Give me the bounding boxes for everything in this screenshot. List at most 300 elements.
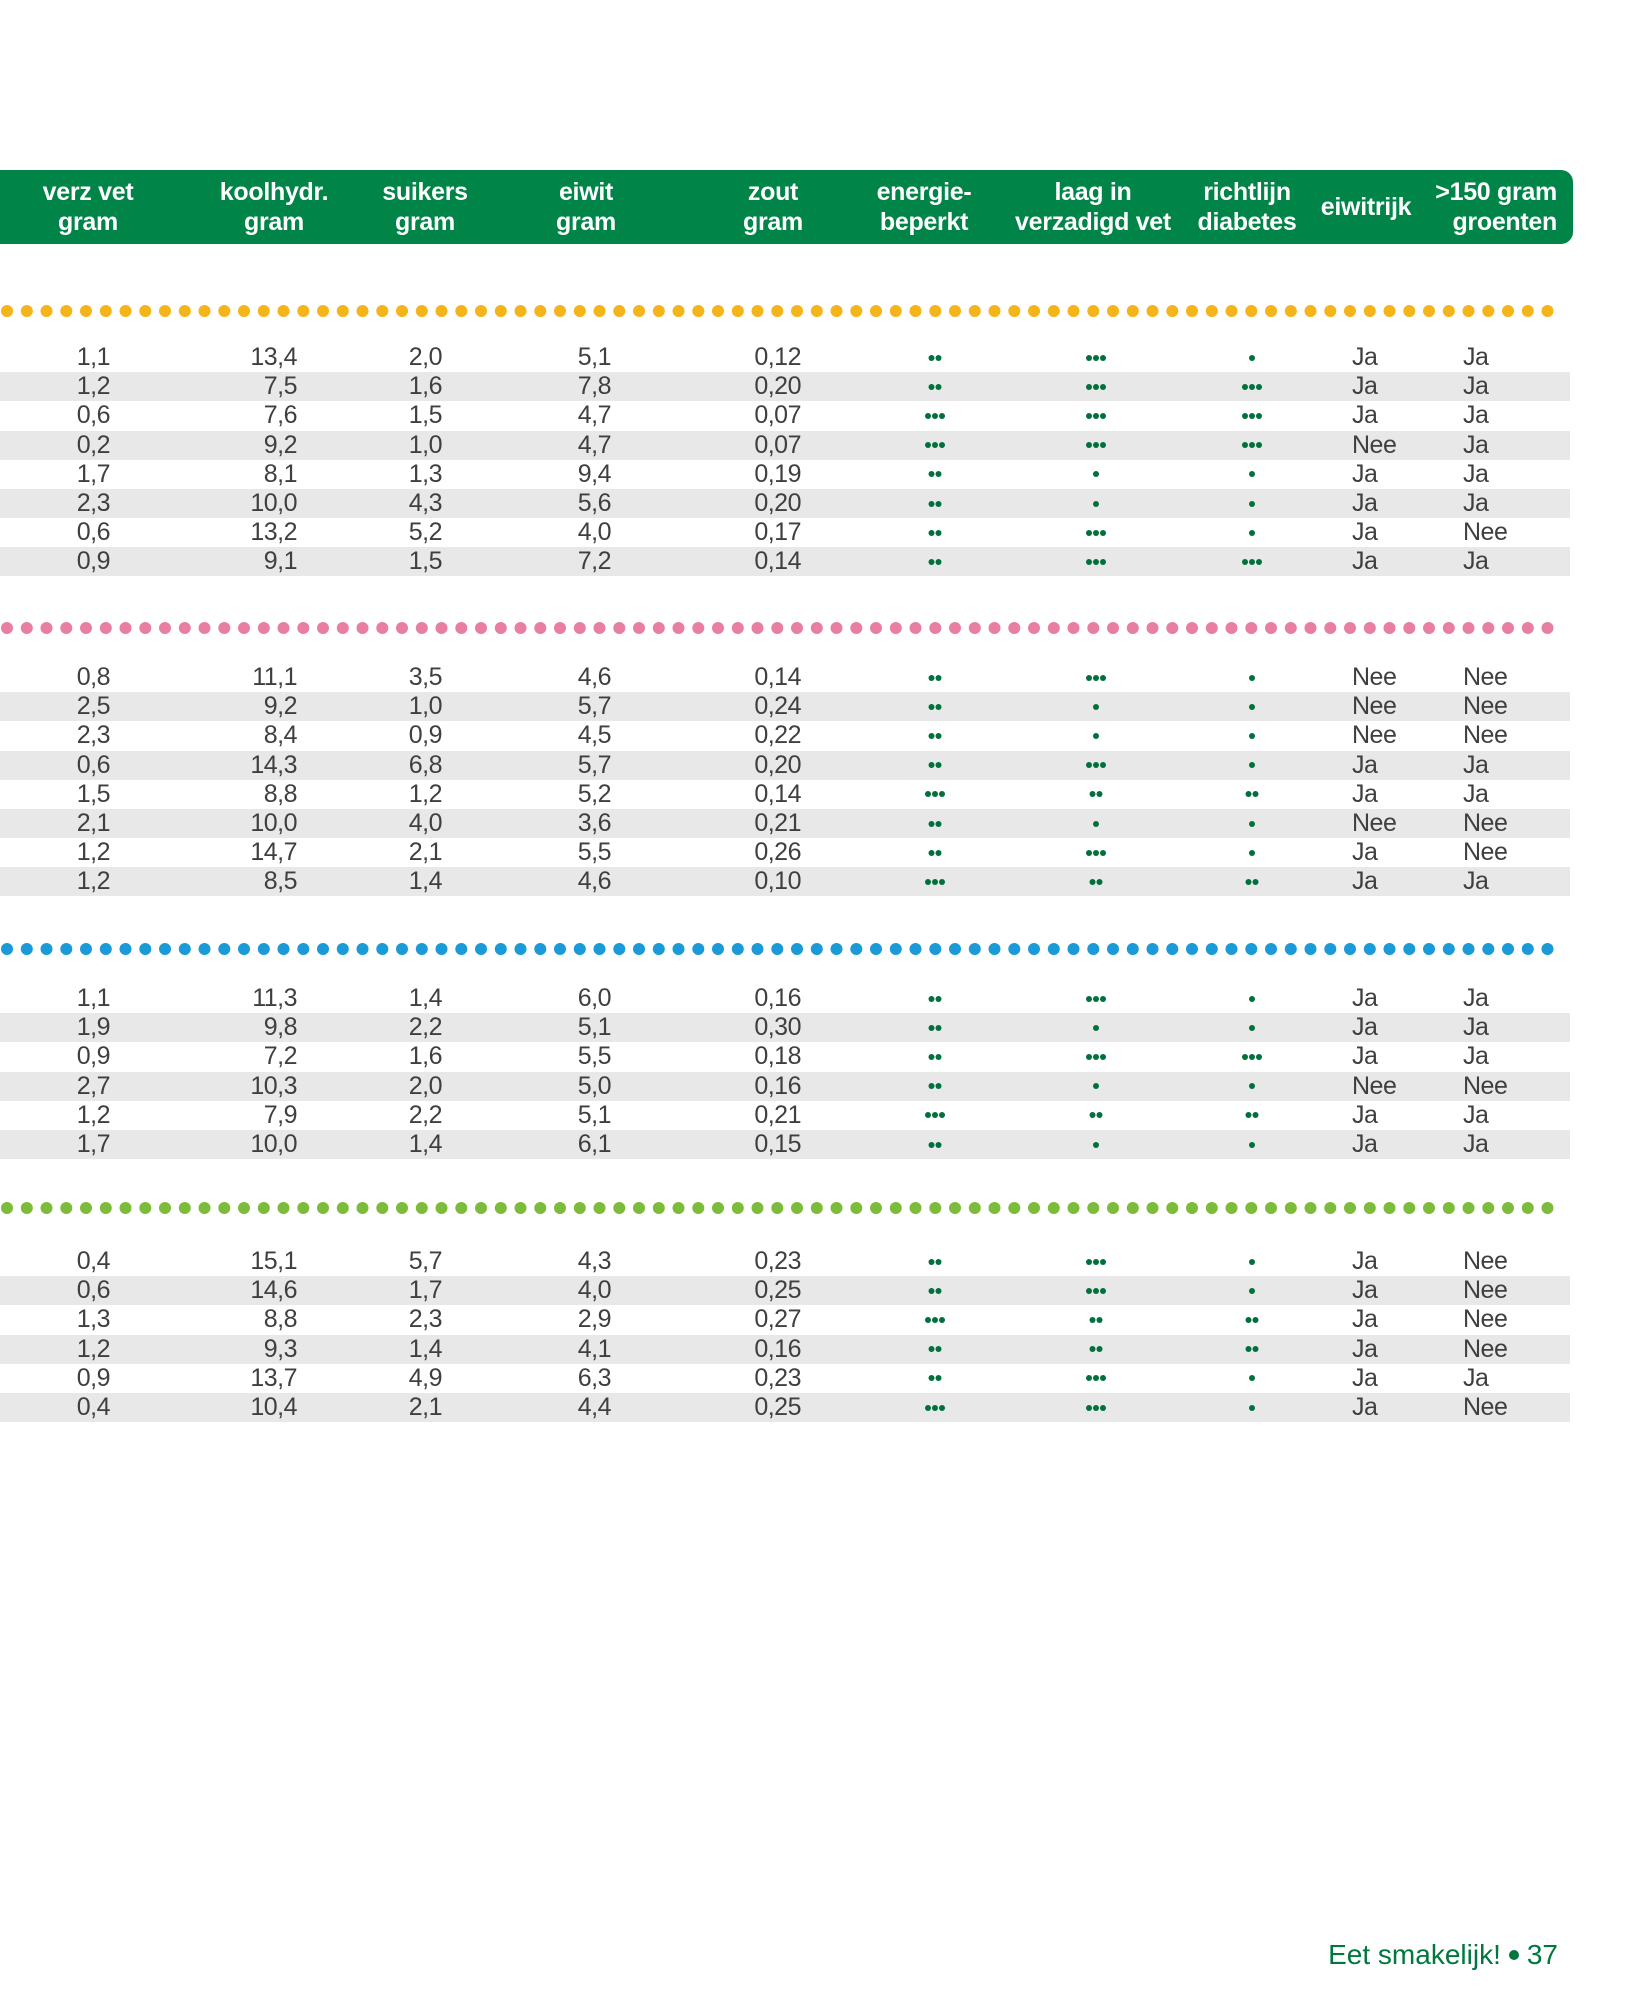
cell-eiwitrijk: Ja [1352,1363,1378,1392]
divider-dot [218,943,230,955]
table-row [0,780,1570,809]
rating-dots-energie [925,867,945,896]
rating-dot [925,1112,931,1118]
divider-dot [673,305,685,317]
rating-dot [1090,879,1096,885]
rating-dot [936,559,942,565]
rating-dot [1086,413,1092,419]
divider-dot [218,305,230,317]
cell-eiwit: 4,7 [577,401,611,430]
divider-dot [1443,943,1455,955]
rating-dots-energie [929,1335,942,1364]
rating-dots-diabetes [1249,1072,1255,1101]
divider-dot [910,1202,922,1214]
rating-dot [1086,384,1092,390]
cell-eiwit: 4,1 [577,1334,611,1363]
rating-dot [1242,1054,1248,1060]
divider-dot [1028,622,1040,634]
divider-dot [870,305,882,317]
cell-zout: 0,16 [754,1334,801,1363]
rating-dot [936,1083,942,1089]
cell-groenten: Ja [1463,459,1489,488]
rating-dot [1093,704,1099,710]
divider-dot [317,1202,329,1214]
rating-dots-diabetes [1242,431,1262,460]
divider-dot [1127,622,1139,634]
rating-dot [1100,1288,1106,1294]
divider-dot [929,622,941,634]
divider-dot [1502,622,1514,634]
divider-dot [752,622,764,634]
divider-dot [1028,1202,1040,1214]
divider-dot [692,1202,704,1214]
rating-dot [1086,442,1092,448]
cell-eiwit: 4,3 [577,1247,611,1275]
divider-dot [1068,622,1080,634]
divider-dot [1542,622,1554,634]
divider-dot [692,622,704,634]
divider-dot [60,305,72,317]
cell-zout: 0,22 [754,721,801,750]
cell-koolhydr: 7,9 [263,1100,297,1129]
cell-suikers: 2,2 [408,1100,442,1129]
divider-dot [732,305,744,317]
divider-dot [1087,305,1099,317]
divider-dot [297,622,309,634]
rating-dots-diabetes [1249,721,1255,750]
divider-dot [534,622,546,634]
divider-dot [969,305,981,317]
rating-dot [936,384,942,390]
cell-zout: 0,24 [754,692,801,721]
rating-dot [929,1054,935,1060]
rating-dot [1100,442,1106,448]
divider-dot [653,305,665,317]
rating-dot [925,1405,931,1411]
cell-eiwit: 4,4 [577,1393,611,1421]
divider-dot [1305,1202,1317,1214]
table-row [0,1335,1570,1364]
divider-dot [100,305,112,317]
divider-dot [850,305,862,317]
cell-eiwitrijk: Ja [1352,1393,1378,1421]
rating-dots-laag_vet [1086,1364,1106,1393]
divider-dot [633,305,645,317]
divider-dot [1443,305,1455,317]
rating-dot [1093,1025,1099,1031]
cell-koolhydr: 7,2 [263,1042,297,1071]
divider-dot [515,305,527,317]
rating-dots-laag_vet [1093,692,1099,721]
rating-dot [939,442,945,448]
column-header-line1: zout [747,178,799,206]
divider-dot [416,305,428,317]
divider-dot [1285,305,1297,317]
divider-dot [712,622,724,634]
divider-dot [1,622,13,634]
rating-dots-laag_vet [1086,431,1106,460]
rating-dots-energie [929,1247,942,1276]
divider-dot [554,943,566,955]
divider-dot [455,1202,467,1214]
cell-eiwitrijk: Ja [1352,1130,1378,1158]
divider-dot [1068,943,1080,955]
table-row [0,1364,1570,1393]
divider-dot [357,1202,369,1214]
rating-dots-diabetes [1249,518,1255,547]
cell-eiwitrijk: Ja [1352,343,1378,371]
divider-dot [21,622,33,634]
rating-dot [1086,1054,1092,1060]
rating-dot [1093,442,1099,448]
rating-dots-energie [929,343,942,372]
divider-dot [574,1202,586,1214]
divider-dot [1285,1202,1297,1214]
divider-dot [238,622,250,634]
divider-dot [791,943,803,955]
rating-dots-energie [925,780,945,809]
rating-dot [1100,762,1106,768]
cell-eiwit: 4,5 [577,721,611,750]
cell-eiwitrijk: Ja [1352,838,1378,867]
rating-dots-diabetes [1242,401,1262,430]
divider-dot [910,943,922,955]
rating-dots-energie [929,984,942,1013]
cell-eiwitrijk: Ja [1352,1247,1378,1275]
cell-zout: 0,27 [754,1305,801,1334]
cell-zout: 0,07 [754,430,801,459]
cell-zout: 0,20 [754,750,801,779]
divider-dot [1423,943,1435,955]
cell-suikers: 2,2 [408,1013,442,1042]
divider-dot [475,305,487,317]
rating-dot [1256,413,1262,419]
column-header [1197,170,1296,244]
divider-dot [278,1202,290,1214]
cell-suikers: 2,1 [408,838,442,867]
cell-eiwit: 4,0 [577,518,611,547]
table-row [0,343,1570,372]
footer-text: Eet smakelijk! [1328,1939,1501,1970]
cell-koolhydr: 11,1 [252,663,297,691]
table-row [0,984,1570,1013]
cell-verz_vet: 1,1 [76,343,110,371]
cell-eiwit: 4,7 [577,430,611,459]
rating-dots-laag_vet [1090,1335,1103,1364]
rating-dot [1086,559,1092,565]
cell-eiwitrijk: Ja [1352,518,1378,547]
rating-dot [1249,413,1255,419]
rating-dot [936,501,942,507]
cell-groenten: Nee [1463,1305,1508,1334]
divider-dot [692,305,704,317]
cell-koolhydr: 9,2 [263,692,297,721]
divider-dot [752,305,764,317]
rating-dots-diabetes [1249,809,1255,838]
divider-dot [1008,622,1020,634]
column-header-line2: gram [244,208,304,236]
cell-eiwit: 5,5 [577,838,611,867]
cell-verz_vet: 0,2 [76,430,110,459]
divider-dot [692,943,704,955]
divider-dot [199,305,211,317]
divider-dot [791,1202,803,1214]
rating-dot [1249,762,1255,768]
divider-dot [1,1202,13,1214]
cell-verz_vet: 0,6 [76,1276,110,1305]
rating-dot [1093,1083,1099,1089]
divider-dot [1186,305,1198,317]
divider-dot [278,943,290,955]
divider-dot [218,1202,230,1214]
rating-dot [1090,1317,1096,1323]
divider-dot [1008,305,1020,317]
cell-verz_vet: 2,5 [76,692,110,721]
cell-verz_vet: 0,6 [76,401,110,430]
cell-groenten: Ja [1463,1100,1489,1129]
rating-dots-laag_vet [1093,721,1099,750]
rating-dot [1093,384,1099,390]
divider-dot [1166,1202,1178,1214]
divider-dot [1245,622,1257,634]
rating-dots-diabetes [1249,838,1255,867]
cell-suikers: 2,0 [408,1071,442,1100]
rating-dot [1086,1288,1092,1294]
rating-dot [1097,1112,1103,1118]
divider-dot [396,943,408,955]
rating-dot [939,413,945,419]
divider-dot [574,943,586,955]
rating-dot [1093,471,1099,477]
table-row [0,1042,1570,1071]
divider-dot [771,622,783,634]
cell-eiwit: 3,6 [577,809,611,837]
cell-koolhydr: 10,0 [250,1130,297,1158]
rating-dots-diabetes [1242,547,1262,576]
table-row [0,401,1570,430]
divider-dot [1305,305,1317,317]
rating-dot [1097,791,1103,797]
rating-dot [1249,1405,1255,1411]
divider-dot [100,943,112,955]
cell-suikers: 5,2 [408,518,442,547]
rating-dot [925,1317,931,1323]
divider-dot [1522,1202,1534,1214]
cell-eiwit: 9,4 [577,459,611,488]
divider-dot [929,305,941,317]
divider-dot [337,943,349,955]
rating-dot [1093,559,1099,565]
cell-suikers: 1,6 [408,372,442,401]
table-row [0,489,1570,518]
column-header-line2: gram [58,208,118,236]
cell-suikers: 1,4 [408,1334,442,1363]
rating-dot [1086,530,1092,536]
cell-groenten: Nee [1463,838,1508,867]
cell-verz_vet: 1,2 [76,372,110,401]
cell-koolhydr: 8,8 [263,779,297,808]
divider-dot [1463,622,1475,634]
rating-dot [929,733,935,739]
cell-verz_vet: 1,2 [76,867,110,896]
rating-dot [925,413,931,419]
cell-verz_vet: 0,9 [76,1042,110,1071]
divider-dot [41,943,53,955]
cell-suikers: 1,0 [408,692,442,721]
divider-dot [357,305,369,317]
divider-dot [475,943,487,955]
rating-dots-diabetes [1246,1305,1259,1334]
divider-dot [258,1202,270,1214]
rating-dots-energie [929,838,942,867]
cell-groenten: Nee [1463,721,1508,750]
rating-dot [1100,413,1106,419]
rating-dots-diabetes [1246,1101,1259,1130]
rating-dots-laag_vet [1086,343,1106,372]
rating-dot [936,996,942,1002]
cell-groenten: Ja [1463,867,1489,896]
cell-koolhydr: 9,2 [263,430,297,459]
column-header [220,170,328,244]
cell-eiwitrijk: Ja [1352,779,1378,808]
divider-dot [732,943,744,955]
cell-suikers: 4,3 [408,489,442,517]
rating-dot [1100,1375,1106,1381]
divider-dot [337,1202,349,1214]
rating-dot [1090,1346,1096,1352]
divider-dot [278,305,290,317]
divider-dot [1107,1202,1119,1214]
divider-dot [1305,622,1317,634]
divider-dot [436,622,448,634]
divider-dot [159,305,171,317]
table-row [0,751,1570,780]
rating-dot [1249,996,1255,1002]
cell-zout: 0,14 [754,663,801,691]
rating-dot [1249,501,1255,507]
rating-dot [1097,1346,1103,1352]
divider-dot [594,622,606,634]
cell-eiwit: 5,7 [577,692,611,721]
cell-zout: 0,20 [754,489,801,517]
rating-dot [1249,355,1255,361]
rating-dot [929,1375,935,1381]
divider-dot [613,943,625,955]
cell-suikers: 3,5 [408,663,442,691]
divider-dot [1403,1202,1415,1214]
rating-dot [932,1112,938,1118]
divider-dot [1482,943,1494,955]
rating-dot [1246,1112,1252,1118]
divider-dot [60,943,72,955]
cell-groenten: Ja [1463,1130,1489,1158]
rating-dot [1253,879,1259,885]
cell-zout: 0,19 [754,459,801,488]
divider-dot [495,305,507,317]
rating-dot [1093,1405,1099,1411]
rating-dot [1100,850,1106,856]
cell-groenten: Nee [1463,1334,1508,1363]
rating-dot [936,1346,942,1352]
cell-eiwit: 5,6 [577,489,611,517]
cell-groenten: Ja [1463,1363,1489,1392]
rating-dots-laag_vet [1093,1130,1099,1159]
rating-dots-laag_vet [1090,1101,1103,1130]
table-row [0,663,1570,692]
divider-dot [1502,305,1514,317]
divider-dot [1285,622,1297,634]
divider-dot [1522,305,1534,317]
divider-dot [1542,1202,1554,1214]
rating-dot [1249,1083,1255,1089]
cell-groenten: Ja [1463,1042,1489,1071]
divider-dot [1364,1202,1376,1214]
rating-dot [929,675,935,681]
divider-dot [475,622,487,634]
cell-groenten: Ja [1463,984,1489,1012]
divider-dot [1463,305,1475,317]
rating-dots-energie [925,1101,945,1130]
cell-verz_vet: 0,9 [76,547,110,576]
cell-koolhydr: 15,1 [250,1247,297,1275]
rating-dot [1093,413,1099,419]
rating-dot [1093,850,1099,856]
divider-dot [1147,305,1159,317]
divider-dot [969,622,981,634]
divider-dot [771,943,783,955]
cell-verz_vet: 1,7 [76,1130,110,1158]
divider-dot [752,1202,764,1214]
divider-dot [1166,943,1178,955]
rating-dot [929,850,935,856]
cell-zout: 0,21 [754,1100,801,1129]
rating-dot [925,442,931,448]
divider-dot [1344,305,1356,317]
rating-dots-laag_vet [1086,838,1106,867]
column-header-line1: laag in [1054,178,1132,206]
divider-dot [258,305,270,317]
column-header-line1: richtlijn [1203,178,1291,206]
rating-dots-energie [929,1276,942,1305]
rating-dot [932,1317,938,1323]
rating-dots-laag_vet [1093,460,1099,489]
rating-dot [929,530,935,536]
rating-dots-energie [929,692,942,721]
column-header [382,170,467,244]
rating-dots-energie [925,401,945,430]
divider-dot [633,943,645,955]
column-header-line2: groenten [1452,208,1557,236]
divider-dot [554,305,566,317]
divider-dot [297,1202,309,1214]
table-row [0,547,1570,576]
divider-dot [139,305,151,317]
rating-dot [1093,821,1099,827]
cell-koolhydr: 14,6 [250,1276,297,1305]
divider-dot [218,622,230,634]
divider-dot [1344,1202,1356,1214]
divider-dot [613,1202,625,1214]
divider-dot [1502,943,1514,955]
cell-eiwit: 5,7 [577,750,611,779]
divider-dot [1324,943,1336,955]
divider-dot [1206,305,1218,317]
cell-suikers: 1,5 [408,401,442,430]
rating-dots-energie [929,547,942,576]
divider-dot [1384,943,1396,955]
divider-dot [969,1202,981,1214]
cell-zout: 0,26 [754,838,801,867]
